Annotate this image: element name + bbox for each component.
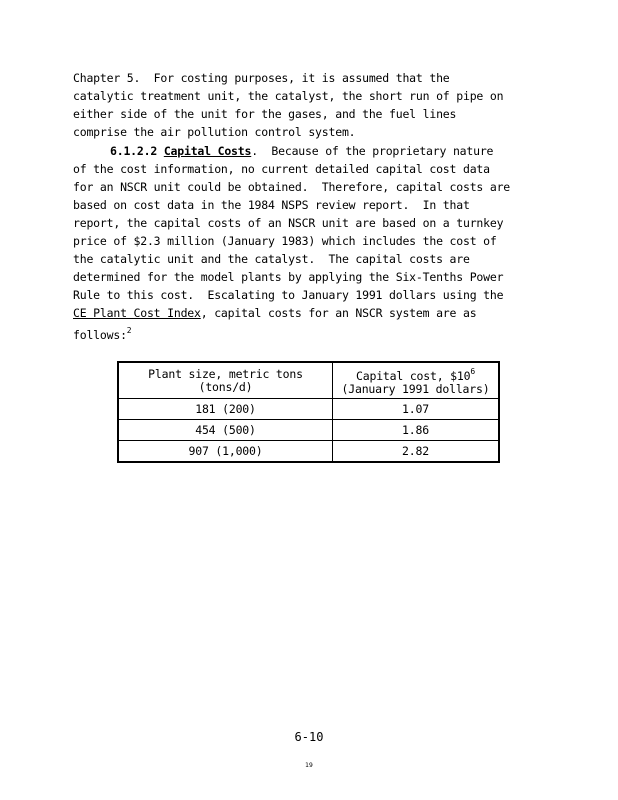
cost-index-name: CE Plant Cost Index <box>73 306 201 320</box>
table-row <box>118 399 499 420</box>
body-line <box>73 322 131 344</box>
body-line: comprise the air pollution control system. <box>73 125 356 139</box>
body-line: based on cost data in the 1984 NSPS review report. In that <box>73 198 470 212</box>
header-capital-cost-line2: (January 1991 dollars) <box>341 382 490 396</box>
page-stamp: 19 <box>305 762 313 769</box>
footnote-marker: 2 <box>126 326 132 335</box>
table-row <box>118 441 499 463</box>
header-capital-cost-line1 <box>337 365 494 383</box>
capital-cost-table <box>117 361 500 463</box>
body-line <box>73 304 476 322</box>
header-plant-size-line2: (tons/d) <box>198 379 253 394</box>
cell-capital-cost: 2.82 <box>333 441 500 463</box>
body-line: Chapter 5. For costing purposes, it is assumed that the <box>73 71 450 85</box>
table-header-row <box>118 362 499 399</box>
follows-text: follows: <box>73 328 127 342</box>
header-plant-size-line1: Plant size, metric tons <box>148 366 303 381</box>
body-line: for an NSCR unit could be obtained. Therefore, capital costs are <box>73 180 511 194</box>
header-plant-size <box>118 362 333 399</box>
header-capital-cost <box>333 362 500 399</box>
section-number: 6.1.2.2 <box>110 144 158 158</box>
section-lead-text: . Because of the proprietary nature <box>251 144 494 158</box>
cell-plant-size: 907 (1,000) <box>118 441 333 463</box>
body-line: of the cost information, no current detailed capital cost data <box>73 162 490 176</box>
body-line: determined for the model plants by applying the Six-Tenths Power <box>73 270 504 284</box>
cell-capital-cost: 1.07 <box>333 399 500 420</box>
table-row <box>118 420 499 441</box>
body-line: catalytic treatment unit, the catalyst, the short run of pipe on <box>73 89 504 103</box>
cell-plant-size: 454 (500) <box>118 420 333 441</box>
header-capital-cost-text: Capital cost, $10 <box>356 369 471 383</box>
cell-capital-cost: 1.86 <box>333 420 500 441</box>
page-number: 6-10 <box>294 730 324 744</box>
body-line: Rule to this cost. Escalating to January 1991 dollars using the <box>73 288 504 302</box>
cell-plant-size: 181 (200) <box>118 399 333 420</box>
body-line: either side of the unit for the gases, and the fuel lines <box>73 107 457 121</box>
body-line: report, the capital costs of an NSCR unit are based on a turnkey <box>73 216 504 230</box>
body-line: price of $2.3 million (January 1983) which includes the cost of <box>73 234 497 248</box>
body-line-rest: , capital costs for an NSCR system are as <box>200 306 477 320</box>
body-line: the catalytic unit and the catalyst. The capital costs are <box>73 252 470 266</box>
header-exponent: 6 <box>470 367 475 376</box>
section-title: Capital Costs <box>163 144 252 158</box>
section-heading-line <box>110 142 493 160</box>
